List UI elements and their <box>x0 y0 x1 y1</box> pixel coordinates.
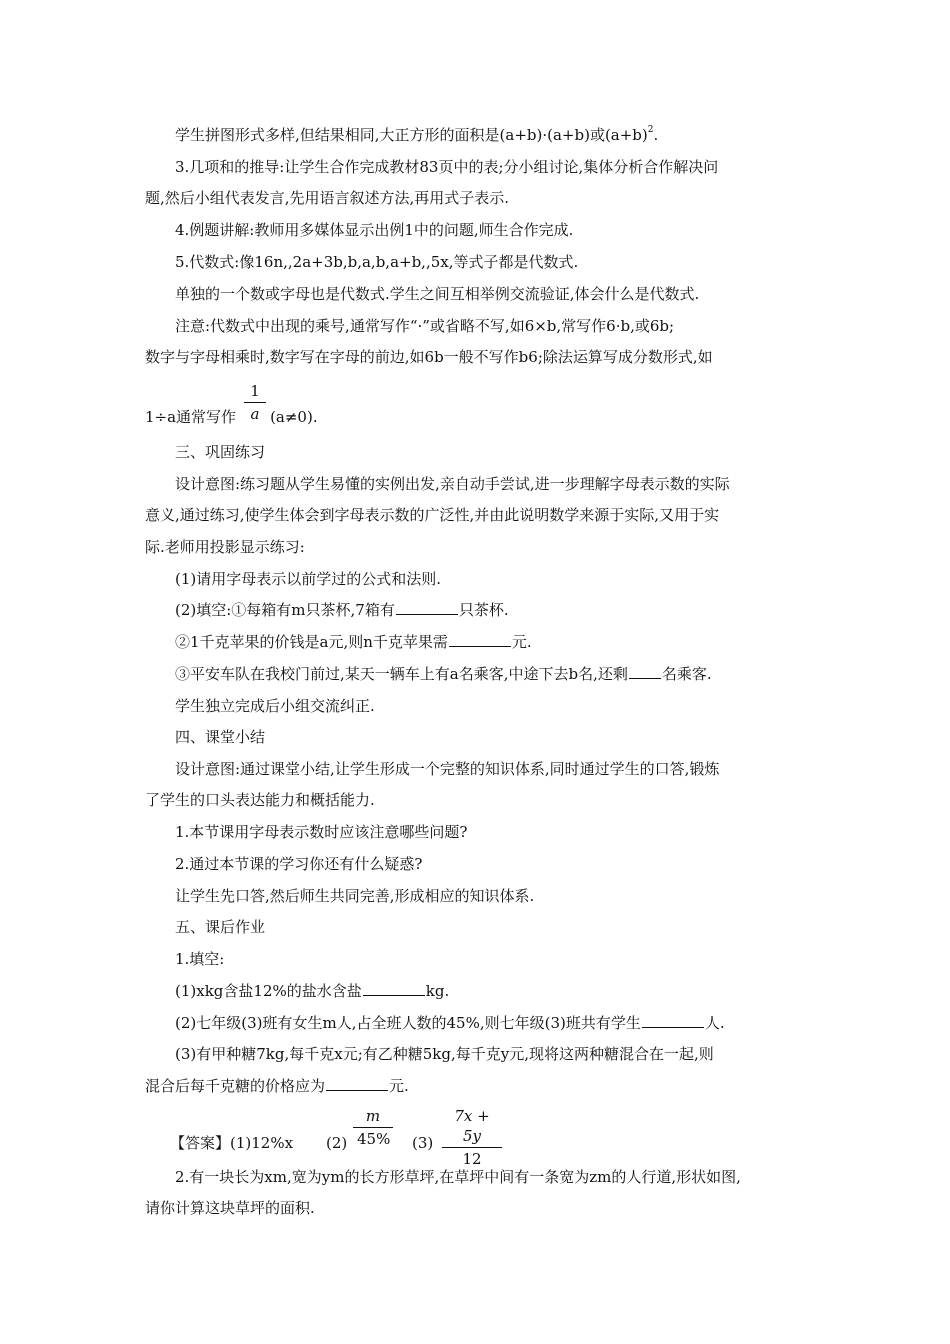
fraction-numerator: 1 <box>250 382 260 400</box>
fraction-numerator: 7x + 5y <box>454 1107 490 1145</box>
paragraph-line <box>145 1076 409 1096</box>
paragraph-line: 请你计算这块草坪的面积. <box>145 1199 315 1217</box>
paragraph-line: 数字与字母相乘时,数字写在字母的前边,如6b一般不写作b6;除法运算写成分数形式,如 <box>145 348 713 366</box>
fraction-denominator: 45% <box>357 1130 391 1148</box>
answer-blank <box>363 981 425 996</box>
fraction-bar <box>442 1147 502 1148</box>
fraction-bar <box>244 402 266 403</box>
paragraph-line: 让学生先口答,然后师生共同完善,形成相应的知识体系. <box>175 887 535 905</box>
text-span: ②1千克苹果的价钱是a元,则n千克苹果需 <box>175 633 448 651</box>
paragraph-line: 际.老师用投影显示练习: <box>145 538 305 556</box>
paragraph-line: 设计意图:通过课堂小结,让学生形成一个完整的知识体系,同时通过学生的口答,锻炼 <box>175 760 720 778</box>
paragraph-line <box>175 1013 725 1033</box>
answer-label: (2) <box>326 1134 348 1152</box>
paragraph-line <box>145 407 318 427</box>
text-span: . <box>653 126 659 144</box>
paragraph-line: 学生独立完成后小组交流纠正. <box>175 697 375 715</box>
answer-blank <box>326 1076 388 1091</box>
text-span: (2)七年级(3)班有女生m人,占全班人数的45%,则七年级(3)班共有学生 <box>175 1014 641 1032</box>
paragraph-line: 了学生的口头表达能力和概括能力. <box>145 791 375 809</box>
answer-label: 【答案】(1)12%x <box>170 1134 294 1152</box>
section-heading: 三、巩固练习 <box>175 443 266 461</box>
paragraph-line: 1.填空: <box>175 950 225 968</box>
text-span: (2)填空:①每箱有m只茶杯,7箱有 <box>175 601 395 619</box>
answer-blank <box>449 632 511 647</box>
paragraph-line: 2.通过本节课的学习你还有什么疑惑? <box>175 855 423 873</box>
fraction-one-over-a <box>244 381 266 424</box>
text-span: ③平安车队在我校门前过,某天一辆车上有a名乘客,中途下去b名,还剩 <box>175 665 628 683</box>
fraction-m-over-45 <box>353 1106 393 1149</box>
text-span: kg. <box>425 982 450 1000</box>
superscript: 2 <box>647 125 654 135</box>
paragraph-line <box>175 125 658 145</box>
paragraph-line: (1)请用字母表示以前学过的公式和法则. <box>175 570 442 588</box>
paragraph-line: 单独的一个数或字母也是代数式.学生之间互相举例交流验证,体会什么是代数式. <box>175 285 700 303</box>
paragraph-line: 题,然后小组代表发言,先用语言叙述方法,再用式子表示. <box>145 189 510 207</box>
fraction-numerator: m <box>365 1107 381 1125</box>
text-span: 1÷a通常写作 <box>145 408 237 426</box>
answer-blank <box>642 1013 704 1028</box>
paragraph-line <box>175 600 509 620</box>
text-span: 只茶杯. <box>458 601 509 619</box>
text-span: 名乘客. <box>661 665 712 683</box>
paragraph-line: 1.本节课用字母表示数时应该注意哪些问题? <box>175 823 468 841</box>
text-span: (a≠0). <box>270 408 318 426</box>
paragraph-line: (3)有甲种糖7kg,每千克x元;有乙种糖5kg,每千克y元,现将这两种糖混合在一起,则 <box>175 1045 714 1063</box>
text-span: 混合后每千克糖的价格应为 <box>145 1077 326 1095</box>
text-span: 元. <box>511 633 532 651</box>
fraction-denominator: a <box>250 405 260 423</box>
paragraph-line: 4.例题讲解:教师用多媒体显示出例1中的问题,师生合作完成. <box>175 221 574 239</box>
paragraph-line <box>175 664 712 684</box>
paragraph-line <box>175 632 532 652</box>
text-span: 学生拼图形式多样,但结果相同,大正方形的面积是(a+b)·(a+b)或(a+b) <box>175 126 648 144</box>
paragraph-line: 意义,通过练习,使学生体会到字母表示数的广泛性,并由此说明数学来源于实际,又用于实 <box>145 506 720 524</box>
text-span: (1)xkg含盐12%的盐水含盐 <box>175 982 362 1000</box>
text-span: 人. <box>704 1014 725 1032</box>
section-heading: 四、课堂小结 <box>175 728 266 746</box>
paragraph-line: 5.代数式:像16n,,2a+3b,b,a,b,a+b,,5x,等式子都是代数式. <box>175 253 579 271</box>
paragraph-line: 设计意图:练习题从学生易懂的实例出发,亲自动手尝试,进一步理解字母表示数的实际 <box>175 475 730 493</box>
answer-blank <box>396 600 458 615</box>
text-span: 元. <box>389 1077 409 1095</box>
answer-blank <box>629 664 661 679</box>
fraction-denominator: 12 <box>462 1150 482 1168</box>
paragraph-line: 3.几项和的推导:让学生合作完成教材83页中的表;分小组讨论,集体分析合作解决问 <box>175 158 719 176</box>
answer-label: (3) <box>412 1134 434 1152</box>
paragraph-line <box>175 981 449 1001</box>
fraction-7x-5y-over-12 <box>442 1106 502 1169</box>
paragraph-line: 注意:代数式中出现的乘号,通常写作“·”或省略不写,如6×b,常写作6·b,或6b; <box>175 317 675 335</box>
fraction-bar <box>353 1127 393 1128</box>
section-heading: 五、课后作业 <box>175 918 266 936</box>
paragraph-line: 2.有一块长为xm,宽为ym的长方形草坪,在草坪中间有一条宽为zm的人行道,形状如图, <box>175 1168 741 1186</box>
